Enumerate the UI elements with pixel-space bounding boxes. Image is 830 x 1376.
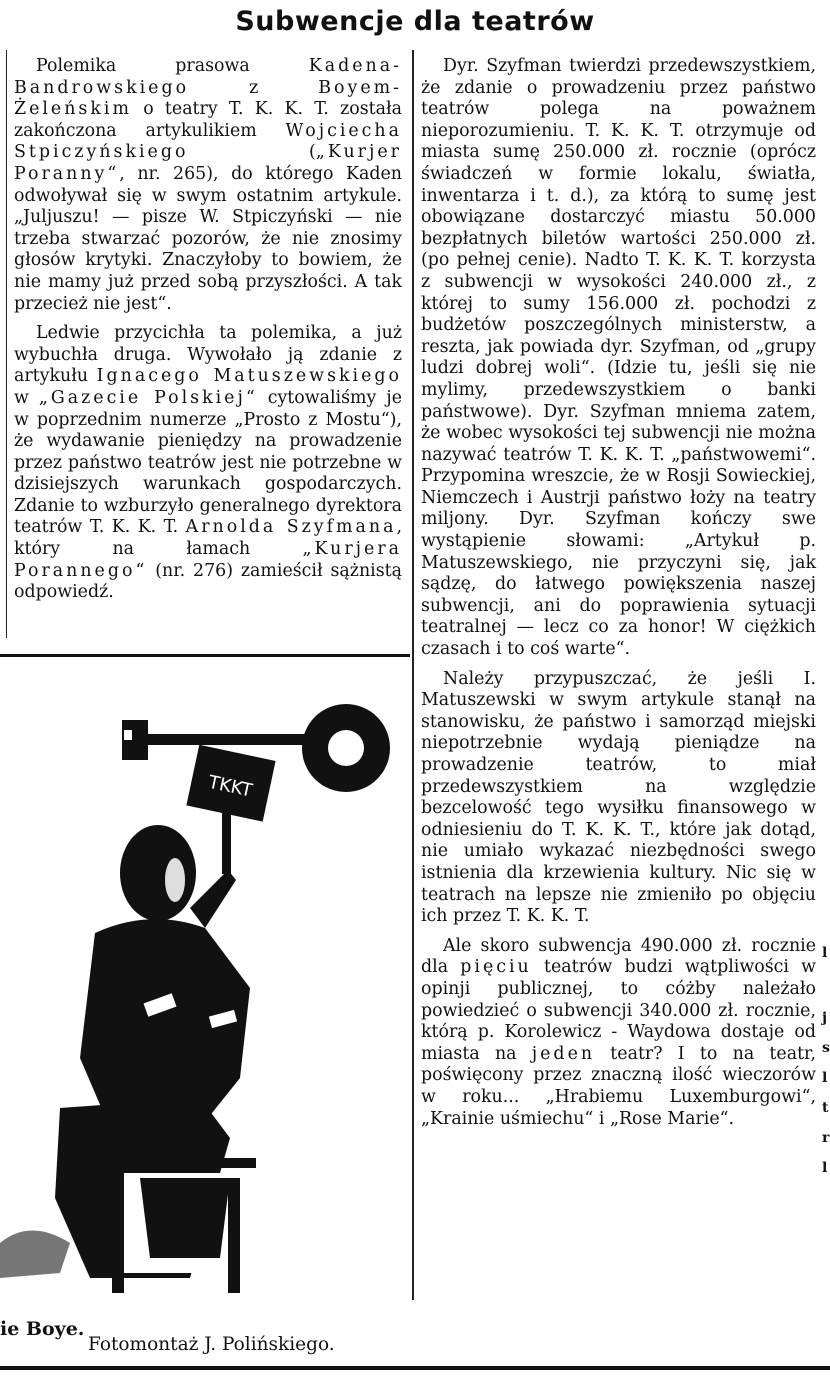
figure-arm-raised (190, 870, 236, 928)
chair-leg (112, 1178, 124, 1293)
key-bow-hole (328, 730, 364, 766)
spaced-name: Ignacego Matuszewskiego (96, 366, 402, 387)
edge-letter: r (822, 1130, 830, 1146)
chair-arm (96, 1158, 256, 1168)
edge-letter: s (822, 1040, 830, 1056)
paragraph-text: ( (188, 142, 316, 163)
article-column-2 (421, 56, 816, 1138)
paragraph-text: o teatry T. K. K. T. została zakończona artykulikiem (14, 99, 402, 141)
column-divider (412, 50, 414, 1300)
spaced-name: jeden (531, 1043, 596, 1064)
paragraph-text: , nr. 265), do którego Kaden odwoływał się w swym ostatnim artykule. „Juljuszu! — pisze W. Stpiczyński — nie trzeba stwarzać pozorów, że nie znosimy głosów krytyki. Znaczyłoby to bowiem, że nie mamy już przed sobą przyszłości. A tak przecież nie jest“. (14, 163, 402, 314)
spaced-name: Arnolda Szyfmana (185, 517, 397, 538)
article-column-1 (14, 56, 402, 612)
spaced-name: „Kurjer Poranny“ (14, 142, 402, 184)
key-bit-notch (124, 730, 132, 740)
edge-letter: l (822, 1070, 828, 1086)
spaced-name: Kadena-Bandrowskiego (14, 56, 402, 98)
figure-face-highlight (165, 858, 185, 902)
paragraph-text: (nr. 276) zamieścił sążnistą odpowiedź. (14, 560, 402, 603)
paragraph-text: w (14, 387, 39, 408)
article-paragraph (14, 56, 402, 315)
photo-caption-left: ie Boye. (0, 1318, 85, 1340)
spaced-name: pięciu (460, 957, 532, 978)
article-paragraph (14, 323, 402, 604)
key-shaft (140, 734, 330, 745)
paragraph-text: teatrów budzi wątpliwości w opinji publicznej, to cóżby należało powiedzieć o subwencji 340.000 zł. rocznie, którą p. Korolewicz - Waydowa dostaje od miasta na (421, 957, 817, 1064)
paragraph-text: teatr? I to na teatr, poświęcony przez znaczną ilość wieczorów w roku... „Hrabiemu Luxemburgowi“, „Krainie uśmiechu“ i „Rose Marie“. (421, 1043, 816, 1129)
paragraph-text: Ledwie przycichła ta polemika, a już wybuchła druga. Wywołało ją zdanie z artykułu (14, 323, 402, 387)
article-paragraph (421, 669, 816, 928)
article-title: Subwencje dla teatrów (235, 6, 595, 37)
edge-letter: l (822, 945, 828, 961)
sign-pole (222, 810, 231, 874)
sign-text: TKKT (206, 771, 255, 802)
photomontage-image (0, 658, 408, 1310)
paragraph-text: Należy przypuszczać, że jeśli I. Matuszewski w swym artykule stanął na stanowisku, że państwo i samorząd miejski niepotrzebnie wydają pieniądze na prowadzenie teatrów, to miał przedewszystkiem na względzie bezcelowość tego wysiłku finansowego w odniesieniu do T. K. K. T., które jak dotąd, nie umiało wykazać niezbędności swego istnienia dla krzewienia kultury. Nic się w teatrach na lepsze nie zmieniło po objęciu ich przez T. K. K. T. (421, 668, 816, 927)
paragraph-text: cytowaliśmy je w poprzednim numerze „Prosto z Mostu“), że wydawanie pieniędzy na prowadzenie przez państwo teatrów jest nie potrzebne w dzisiejszych warunkach gospodarczych. Zdanie to wzburzyło generalnego dyrektora teatrów T. K. K. T. (14, 387, 402, 538)
paragraph-text: , który na łamach (14, 517, 402, 560)
paragraph-text: z (189, 77, 319, 98)
paragraph-text: Ale skoro subwencja 490.000 zł. rocznie dla (421, 935, 816, 978)
left-margin-rule (6, 50, 7, 638)
figure-head (120, 825, 196, 921)
edge-letter: l (822, 1160, 828, 1176)
paragraph-text: Dyr. Szyfman twierdzi przedewszystkiem, że zdanie o prowadzeniu przez państwo teatrów polega na poważnem nieporozumieniu. T. K. K. T. otrzymuje od miasta sumę 250.000 zł. rocznie (oprócz świadczeń w formie lokalu, światła, inwentarza i t. d.), za którą to sumę jest obowiązane dostarczyć miastu 50.000 bezpłatnych biletów wartości 250.000 zł. (po pełnej cenie). Nadto T. K. K. T. korzysta z subwencji w wysokości 240.000 zł., z której to sumy 156.000 zł. pochodzi z budżetów poszczególnych ministerstw, a reszta, jak powiada dyr. Szyfman, od „grupy ludzi dobrej woli“. (Idzie tu, jeśli się nie mylimy, przedewszystkiem o banki państwowe). Dyr. Szyfman mniema zatem, że wobec wysokości tej subwencji nie można nazywać teatrów T. K. K. T. „państwowemi“. Przypomina wreszcie, że w Rosji Sowieckiej, Niemczech i Austrji państwo łoży na teatry miljony. Dyr. Szyfman kończy swe wystąpienie słowami: „Artykuł p. Matuszewskiego, nie przyczyni się, jak sądzę, do łatwego powiększenia naszej subwencji, ani do poprawienia sytuacji teatralnej — lecz co za honor! W ciężkich czasach i to coś warte“. (421, 56, 816, 660)
figure-shadow (140, 1178, 230, 1258)
spaced-name: Boyem-Żeleńskim (14, 77, 402, 120)
article-paragraph (421, 56, 816, 661)
bottom-rule (0, 1366, 830, 1370)
edge-letter: j (822, 1010, 828, 1026)
spaced-name: „Kurjera Porannego“ (14, 539, 402, 581)
photo-top-rule (0, 654, 410, 657)
spaced-name: „Gazecie Polskiej“ (38, 387, 258, 408)
edge-letter: t (822, 1100, 829, 1116)
photo-caption-credit: Fotomontaż J. Polińskiego. (88, 1334, 335, 1355)
spaced-name: Wojciecha Stpiczyńskiego (14, 120, 402, 163)
article-paragraph (421, 936, 816, 1130)
chair-leg-2 (228, 1178, 240, 1293)
hat-shape (0, 1231, 70, 1279)
paragraph-text: Polemika prasowa (36, 56, 309, 76)
